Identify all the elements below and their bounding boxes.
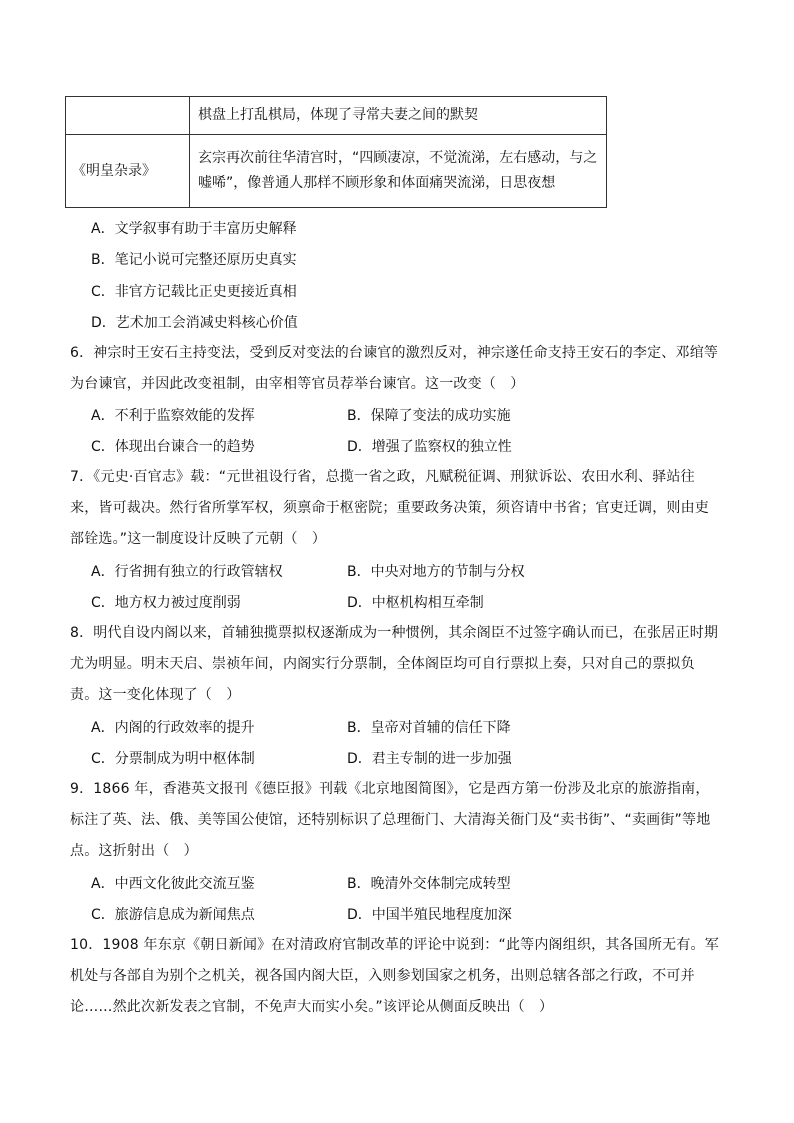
table-row: [66, 97, 607, 135]
q6-option-a[interactable]: A．不利于监察效能的发挥: [91, 408, 255, 424]
source-table: [65, 96, 607, 208]
q8-option-d[interactable]: D．君主专制的进一步加强: [347, 751, 512, 767]
q9-option-a[interactable]: A．中西文化彼此交流互鉴: [91, 876, 255, 892]
q7-option-a[interactable]: A．行省拥有独立的行政管辖权: [91, 564, 283, 580]
q5-option-b[interactable]: B．笔记小说可完整还原历史真实: [91, 252, 297, 268]
q6-option-d[interactable]: D．增强了监察权的独立性: [347, 439, 512, 455]
q9-option-c[interactable]: C．旅游信息成为新闻焦点: [91, 907, 255, 923]
q8-option-a[interactable]: A．内阁的行政效率的提升: [91, 720, 255, 736]
q8-option-c[interactable]: C．分票制成为明中枢体制: [91, 751, 255, 767]
question-9-stem: 9．1866 年，香港英文报刊《德臣报》刊载《北京地图简图》，它是西方第一份涉及北京的旅游指南，标注了英、法、俄、美等国公使馆，还特别标识了总理衙门、大清海关衙门及“卖书街”、“卖画街”等地点。这折射出（ ）: [70, 781, 711, 859]
q5-option-a[interactable]: A．文学叙事有助于丰富历史解释: [91, 221, 297, 237]
question-6-stem: 6．神宗时王安石主持变法，受到反对变法的台谏官的激烈反对，神宗遂任命支持王安石的李定、邓绾等为台谏官，并因此改变祖制，由宰相等官员荐举台谏官。这一改变（ ）: [70, 345, 719, 392]
q5-option-d[interactable]: D．艺术加工会消减史料核心价值: [91, 315, 298, 331]
q6-option-b[interactable]: B．保障了变法的成功实施: [347, 408, 511, 424]
q6-option-c[interactable]: C．体现出台谏合一的趋势: [91, 439, 255, 455]
q7-option-d[interactable]: D．中枢机构相互牵制: [347, 595, 484, 611]
q5-option-c[interactable]: C．非官方记载比正史更接近真相: [91, 284, 297, 300]
table-cell-source: 《明皇杂录》: [66, 135, 190, 208]
q9-option-b[interactable]: B．晚清外交体制完成转型: [347, 876, 511, 892]
question-10-stem: 10．1908 年东京《朝日新闻》在对清政府官制改革的评论中说到：“此等内阁组织，其各国所无有。军机处与各部自为别个之机关，视各国内阁大臣，入则参划国家之机务，出则总辖各部之行政，不可并论……然此次新发表之官制，不免声大而实小矣。”该评论从侧面反映出（ ）: [70, 937, 719, 1015]
table-cell-content: 棋盘上打乱棋局，体现了寻常夫妻之间的默契: [190, 97, 607, 135]
table-cell-source: [66, 97, 190, 135]
table-cell-content: 玄宗再次前往华清宫时，“四顾凄凉，不觉流涕，左右感动，与之嘘唏”，像普通人那样不顾形象和体面痛哭流涕，日思夜想: [190, 135, 607, 208]
q9-option-d[interactable]: D．中国半殖民地程度加深: [347, 907, 512, 923]
q7-option-b[interactable]: B．中央对地方的节制与分权: [347, 564, 525, 580]
question-8-stem: 8．明代自设内阁以来，首辅独揽票拟权逐渐成为一种惯例，其余阁臣不过签字确认而已，在张居正时期尤为明显。明末天启、崇祯年间，内阁实行分票制，全体阁臣均可自行票拟上奏，只对自己的票拟负责。这一变化体现了（ ）: [70, 625, 719, 703]
table-row: [66, 135, 607, 208]
q8-option-b[interactable]: B．皇帝对首辅的信任下降: [347, 720, 511, 736]
q7-option-c[interactable]: C．地方权力被过度削弱: [91, 595, 241, 611]
question-7-stem: 7．《元史·百官志》载：“元世祖设行省，总揽一省之政，凡赋税征调、刑狱诉讼、农田水利、驿站往来，皆可裁决。然行省所掌军权，须禀命于枢密院；重要政务决策，须咨请中书省；官吏迁调，则由吏部铨选。”这一制度设计反映了元朝（ ）: [70, 469, 709, 547]
